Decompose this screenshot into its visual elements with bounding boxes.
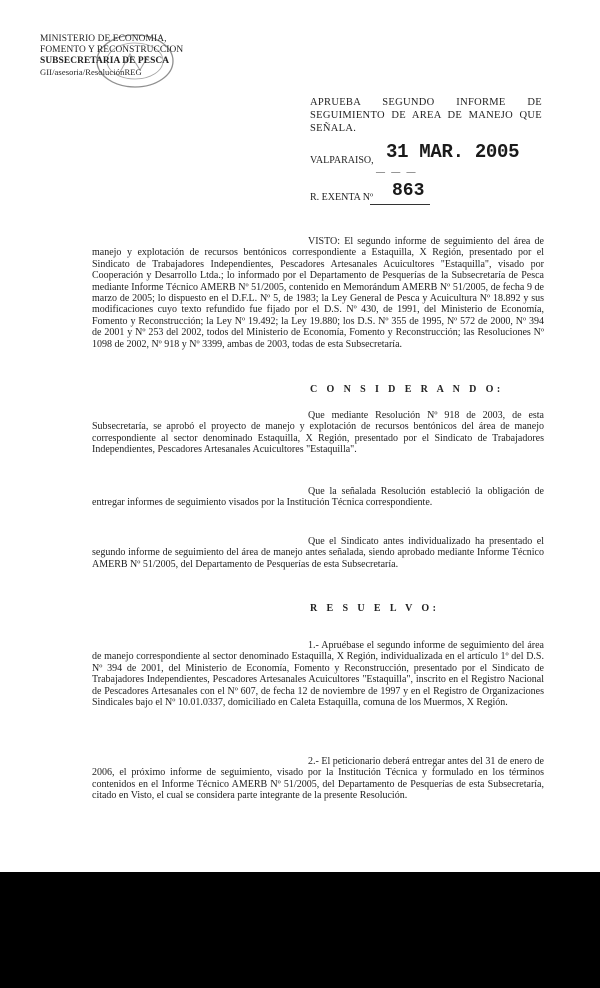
- resolution-subject: APRUEBA SEGUNDO INFORME DE SEGUIMIENTO DE AREA DE MANEJO QUE SEÑALA.: [310, 97, 542, 134]
- scan-bottom-margin: [0, 872, 600, 988]
- resuelvo-item-1: 1.- Apruébase el segundo informe de seguimiento del área de manejo correspondiente al sector denominado Estaquilla, X Región, individualizada en el artículo 1º del D.S. Nº 394 de 2001, del Ministerio de Economía, Fomento y Reconstrucción, presentado por el Sindicato de Trabajadores Independientes, Pescadores Artesanales Acuicultores "Estaquilla", inscrito en el Registro Nacional de Pescadores Artesanales con el Nº 607, de fecha 12 de noviembre de 1997 y en el Registro de Organizaciones Sindicales bajo el Nº 10.01.0337, domiciliado en Caleta Estaquilla, comuna de los Muermos, X Región.: [92, 640, 544, 709]
- official-seal-stamp: [90, 32, 180, 90]
- considerando-heading: C O N S I D E R A N D O:: [310, 384, 504, 395]
- visto-paragraph: VISTO: El segundo informe de seguimiento del área de manejo y explotación de recursos bentónicos correspondiente a Estaquilla, X Región, presentado por el Sindicato de Trabajadores Independientes, Pescadores Artesanales Acuicultores "Estaquilla", visado por Cooperación y Desarrollo Ltda.; lo informado por el Departamento de Pesquerías de la Subsecretaría de Pesca mediante Informe Técnico AMERB Nº 51/2005, contenido en Memorándum AMERB Nº 51/2005, de fecha 9 de marzo de 2005; lo dispuesto en el D.F.L. Nº 5, de 1983; la Ley General de Pesca y Acuicultura Nº 18.892 y sus modificaciones cuyo texto refundido fue fijado por el D.S. Nº 430, de 1991, del Ministerio de Economía, Fomento y Reconstrucción; la Ley Nº 19.492; la Ley 19.880; los D.S. Nº 355 de 1995, Nº 572 de 2000, Nº 394 de 2001 y Nº 253 del 2002, todos del Ministerio de Economía, Fomento y Reconstrucción; las Resoluciones Nº 1098 de 2002, Nº 918 y Nº 3399, ambas de 2003, todas de esta Subsecretaría.: [92, 236, 544, 350]
- resolution-number: 863: [392, 181, 425, 201]
- date-stamp: 31 MAR. 2005: [386, 141, 520, 163]
- header-line-ministry: MINISTERIO DE ECONOMIA,: [40, 34, 167, 44]
- header-line-reference: GII/asesoria/ResoluciónREG: [40, 67, 142, 77]
- place-label: VALPARAISO,: [310, 155, 374, 166]
- resolution-label: R. EXENTA Nº: [310, 192, 374, 203]
- dash-mark: — — —: [376, 167, 418, 177]
- considerando-item-3: Que el Sindicato antes individualizado ha presentado el segundo informe de seguimiento del área de manejo antes señalada, siendo aprobado mediante Informe Técnico AMERB Nº 51/2005, del Departamento de Pesquerías de esta Subsecretaría.: [92, 536, 544, 570]
- header-line-fomento: FOMENTO Y RECONSTRUCCION: [40, 45, 184, 55]
- resuelvo-heading: R E S U E L V O:: [310, 603, 440, 614]
- considerando-item-1: Que mediante Resolución Nº 918 de 2003, de esta Subsecretaría, se aprobó el proyecto de manejo y explotación de recursos bentónicos del área de manejo correspondiente al sector denominado Estaquilla, X Región, presentado por el Sindicato de Trabajadores Independientes, Pescadores Artesanales Acuicultores "Estaquilla".: [92, 410, 544, 456]
- considerando-item-2: Que la señalada Resolución estableció la obligación de entregar informes de seguimiento visados por la Institución Técnica correspondiente.: [92, 486, 544, 509]
- header-line-subsecretaria: SUBSECRETARIA DE PESCA: [40, 56, 170, 66]
- resolution-number-line: [370, 204, 430, 205]
- resuelvo-item-2: 2.- El peticionario deberá entregar antes del 31 de enero de 2006, el próximo informe de seguimiento, visado por la Institución Técnica y formulado en los términos contenidos en el Informe Técnico AMERB Nº 51/2005, del Departamento de Pesquerías de esta Subsecretaría, citado en Visto, el cual se considera parte integrante de la presente Resolución.: [92, 756, 544, 802]
